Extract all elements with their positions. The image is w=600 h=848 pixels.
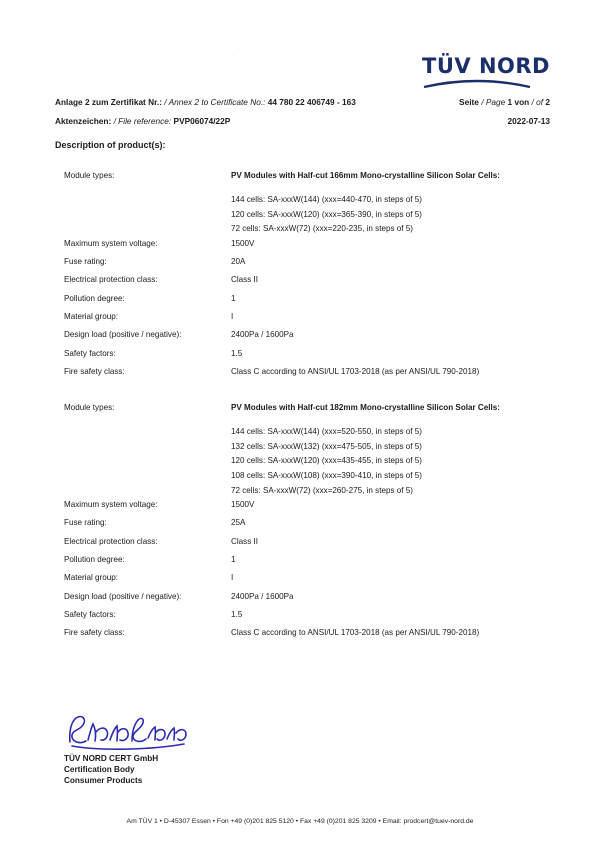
file-reference: PVP06074/22P (173, 116, 231, 126)
row-label: Module types: (64, 403, 115, 413)
certificate-number: 44 780 22 406749 - 163 (267, 97, 356, 107)
row-label: Fire safety class: (64, 628, 125, 638)
row-label: Material group: (64, 573, 118, 583)
table-row (64, 238, 550, 256)
signature-line: Consumer Products (64, 776, 143, 785)
row-label: Electrical protection class: (64, 275, 158, 285)
row-value: I (231, 573, 234, 583)
row-value: 1.5 (231, 348, 243, 358)
row-value: 2400Pa / 1600Pa (231, 591, 294, 601)
row-label: Material group: (64, 311, 118, 321)
table-row (64, 609, 550, 627)
file-label-de: Aktenzeichen: (55, 116, 112, 126)
module-line: 132 cells: SA-xxxW(132) (xxx=475-505, in steps of 5) (231, 441, 422, 451)
annex-label-de: Anlage 2 zum Zertifikat Nr.: (55, 97, 162, 107)
table-row (64, 402, 550, 499)
tuv-nord-logo (422, 56, 550, 89)
page-title: Description of product(s): (55, 140, 166, 150)
table-row (64, 256, 550, 274)
row-value (231, 170, 550, 238)
row-label: Maximum system voltage: (64, 500, 158, 510)
table-row (64, 311, 550, 329)
row-label: Electrical protection class: (64, 536, 158, 546)
table-row (64, 554, 550, 572)
page-total: 2 (545, 97, 550, 107)
module-line: 144 cells: SA-xxxW(144) (xxx=440-470, in steps of 5) (231, 195, 422, 204)
page-of: / of (531, 97, 544, 107)
module-line: 72 cells: SA-xxxW(72) (xxx=220-235, in steps of 5) (231, 224, 413, 234)
row-value: 1 (231, 293, 236, 303)
table-row (64, 536, 550, 554)
file-label-en: / File reference: (113, 116, 172, 126)
module-line: 108 cells: SA-xxxW(108) (xxx=390-410, in steps of 5) (231, 470, 422, 480)
signature-lines (64, 753, 194, 786)
logo-arc-icon (422, 79, 532, 89)
row-label: Fuse rating: (64, 518, 107, 528)
module-heading: PV Modules with Half-cut 182mm Mono-crystalline Silicon Solar Cells: (231, 403, 500, 413)
module-line: 144 cells: SA-xxxW(144) (xxx=520-550, in steps of 5) (231, 427, 422, 437)
table-row (64, 517, 550, 535)
row-value: Class II (231, 536, 258, 546)
table-row (64, 591, 550, 609)
row-label: Maximum system voltage: (64, 238, 158, 248)
page-current: 1 (507, 97, 513, 107)
page-label-de: Seite (459, 97, 479, 107)
page-footer: Am TÜV 1 • D-45307 Essen • Fon +49 (0)201 825 5120 • Fax +49 (0)201 825 3209 • Email: prodcert@tuev-nord.de (126, 818, 474, 825)
row-label: Pollution degree: (64, 555, 125, 565)
row-value: Class C according to ANSI/UL 1703-2018 (as per ANSI/UL 790-2018) (231, 628, 480, 638)
row-label: Design load (positive / negative): (64, 591, 182, 601)
row-value: Class II (231, 275, 258, 285)
table-row (64, 274, 550, 292)
issue-date: 2022-07-13 (507, 116, 550, 126)
block-spacer (64, 384, 550, 402)
header-line-file (55, 115, 550, 127)
row-label: Fuse rating: (64, 257, 107, 267)
row-label: Module types: (64, 171, 115, 180)
signature-line: TÜV NORD CERT GmbH (64, 754, 159, 763)
signature-block (64, 714, 194, 786)
row-label: Safety factors: (64, 609, 116, 619)
table-row (64, 366, 550, 384)
row-value: 2400Pa / 1600Pa (231, 330, 294, 340)
row-label: Design load (positive / negative): (64, 330, 182, 340)
row-value (231, 402, 550, 499)
table-row (64, 329, 550, 347)
table-row (64, 170, 550, 238)
table-row (64, 572, 550, 590)
table-row (64, 293, 550, 311)
page-von: von (514, 97, 530, 107)
row-label: Pollution degree: (64, 293, 125, 303)
signature-line: Certification Body (64, 765, 135, 774)
module-line: 120 cells: SA-xxxW(120) (xxx=435-455, in steps of 5) (231, 456, 422, 466)
page-label-en: / Page (481, 97, 506, 107)
row-value: 20A (231, 257, 246, 267)
row-value: Class C according to ANSI/UL 1703-2018 (as per ANSI/UL 790-2018) (231, 366, 480, 376)
scan-artifact: · (232, 52, 235, 59)
row-value: 25A (231, 518, 246, 528)
specification-table (64, 170, 550, 646)
row-label: Fire safety class: (64, 366, 125, 376)
table-row (64, 627, 550, 645)
module-heading: PV Modules with Half-cut 166mm Mono-crystalline Silicon Solar Cells: (231, 171, 500, 180)
row-value: 1.5 (231, 609, 243, 619)
table-row (64, 348, 550, 366)
handwritten-signature-icon (64, 714, 194, 752)
annex-label-en: / Annex 2 to Certificate No.: (164, 97, 266, 107)
row-value: 1 (231, 555, 236, 565)
header-line-annex (55, 96, 550, 108)
row-value: I (231, 311, 234, 321)
row-value: 1500V (231, 238, 255, 248)
table-row (64, 499, 550, 517)
logo-text: TÜV NORD (422, 54, 550, 78)
row-label: Safety factors: (64, 348, 116, 358)
module-line: 120 cells: SA-xxxW(120) (xxx=365-390, in steps of 5) (231, 209, 422, 219)
module-line: 72 cells: SA-xxxW(72) (xxx=260-275, in steps of 5) (231, 485, 413, 495)
row-value: 1500V (231, 500, 255, 510)
